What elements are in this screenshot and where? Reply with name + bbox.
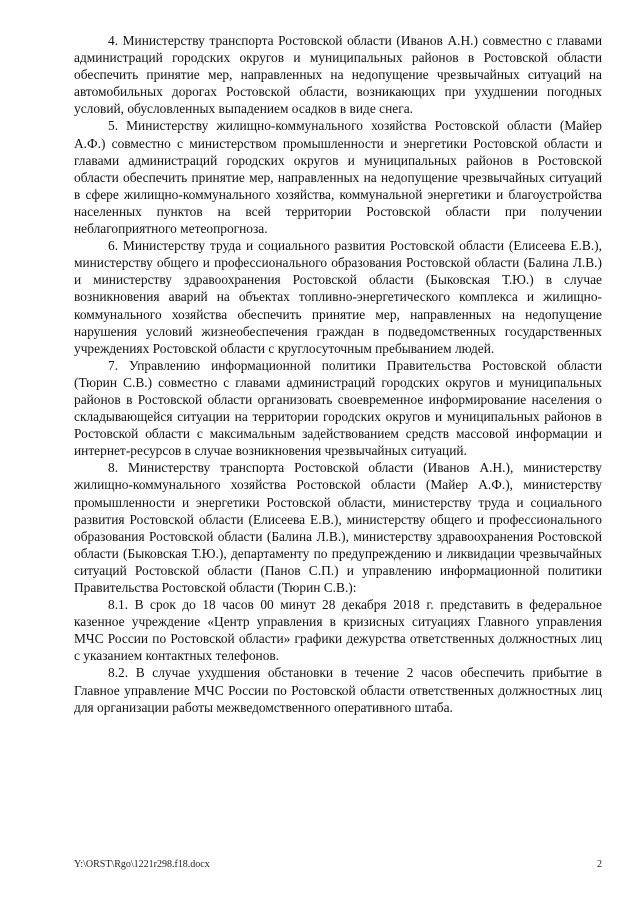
paragraph-4: 4. Министерству транспорта Ростовской области (Иванов А.Н.) совместно с главами администраций городских округов и муниципальных районов в Ростовской области обеспечить принятие мер, направленных на недопущение чрезвычайных ситуаций на автомобильных дорогах Ростовской области, возникающих при ухудшении погодных условий, обусловленных выпадением осадков в виде снега. — [74, 33, 602, 117]
document-body — [74, 32, 602, 716]
paragraph-7: 7. Управлению информационной политики Правительства Ростовской области (Тюрин С.В.) совместно с главами администраций городских округов и муниципальных районов в Ростовской области организовать своевременное информирование населения о складывающейся ситуации на территории городских округов и муниципальных районов в Ростовской области с максимальным задействованием средств массовой информации и интернет-ресурсов в случае возникновения чрезвычайных ситуаций. — [74, 357, 602, 459]
paragraph-8: 8. Министерству транспорта Ростовской области (Иванов А.Н.), министерству жилищно-коммунального хозяйства Ростовской области (Майер А.Ф.), министерству промышленности и энергетики Ростовской области, министерству труда и социального развития Ростовской области (Елисеева Е.В.), министерству общего и профессионального образования Ростовской области (Балина Л.В.), министерству здравоохранения Ростовской области (Быковская Т.Ю.), департаменту по предупреждению и ликвидации чрезвычайных ситуаций Ростовской области (Панов С.П.) и управлению информационной политики Правительства Ростовской области (Тюрин С.В.): — [74, 460, 602, 595]
page-number: 2 — [597, 859, 602, 870]
paragraph-8-1: 8.1. В срок до 18 часов 00 минут 28 декабря 2018 г. представить в федеральное казенное учреждение «Центр управления в кризисных ситуациях Главного управления МЧС России по Ростовской области» графики дежурства ответственных должностных лиц с указанием контактных телефонов. — [74, 597, 602, 664]
paragraph-6: 6. Министерству труда и социального развития Ростовской области (Елисеева Е.В.), министерству общего и профессионального образования Ростовской области (Балина Л.В.) и министерству здравоохранения Ростовской области (Быковская Т.Ю.) в случае возникновения аварий на объектах топливно-энергетического комплекса и жилищно-коммунального хозяйства обеспечить принятие мер, направленных на недопущение нарушения условий жизнеобеспечения граждан в подведомственных государственных учреждениях Ростовской области с круглосуточным пребыванием людей. — [74, 238, 602, 356]
footer-file-path: Y:\ORST\Rgo\1221r298.f18.docx — [74, 859, 210, 870]
paragraph-5: 5. Министерству жилищно-коммунального хозяйства Ростовской области (Майер А.Ф.) совместно с министерством промышленности и энергетики Ростовской области и главами администраций городских округов и муниципальных районов в Ростовской области обеспечить принятие мер, направленных на недопущение чрезвычайных ситуаций в сфере жилищно-коммунального хозяйства, коммунальной энергетики и благоустройства населенных пунктов на всей территории Ростовской области при получении неблагоприятного метеопрогноза. — [74, 118, 602, 237]
paragraph-8-2: 8.2. В случае ухудшения обстановки в течение 2 часов обеспечить прибытие в Главное управление МЧС России по Ростовской области ответственных должностных лиц для организации работы межведомственного оперативного штаба. — [74, 665, 602, 715]
